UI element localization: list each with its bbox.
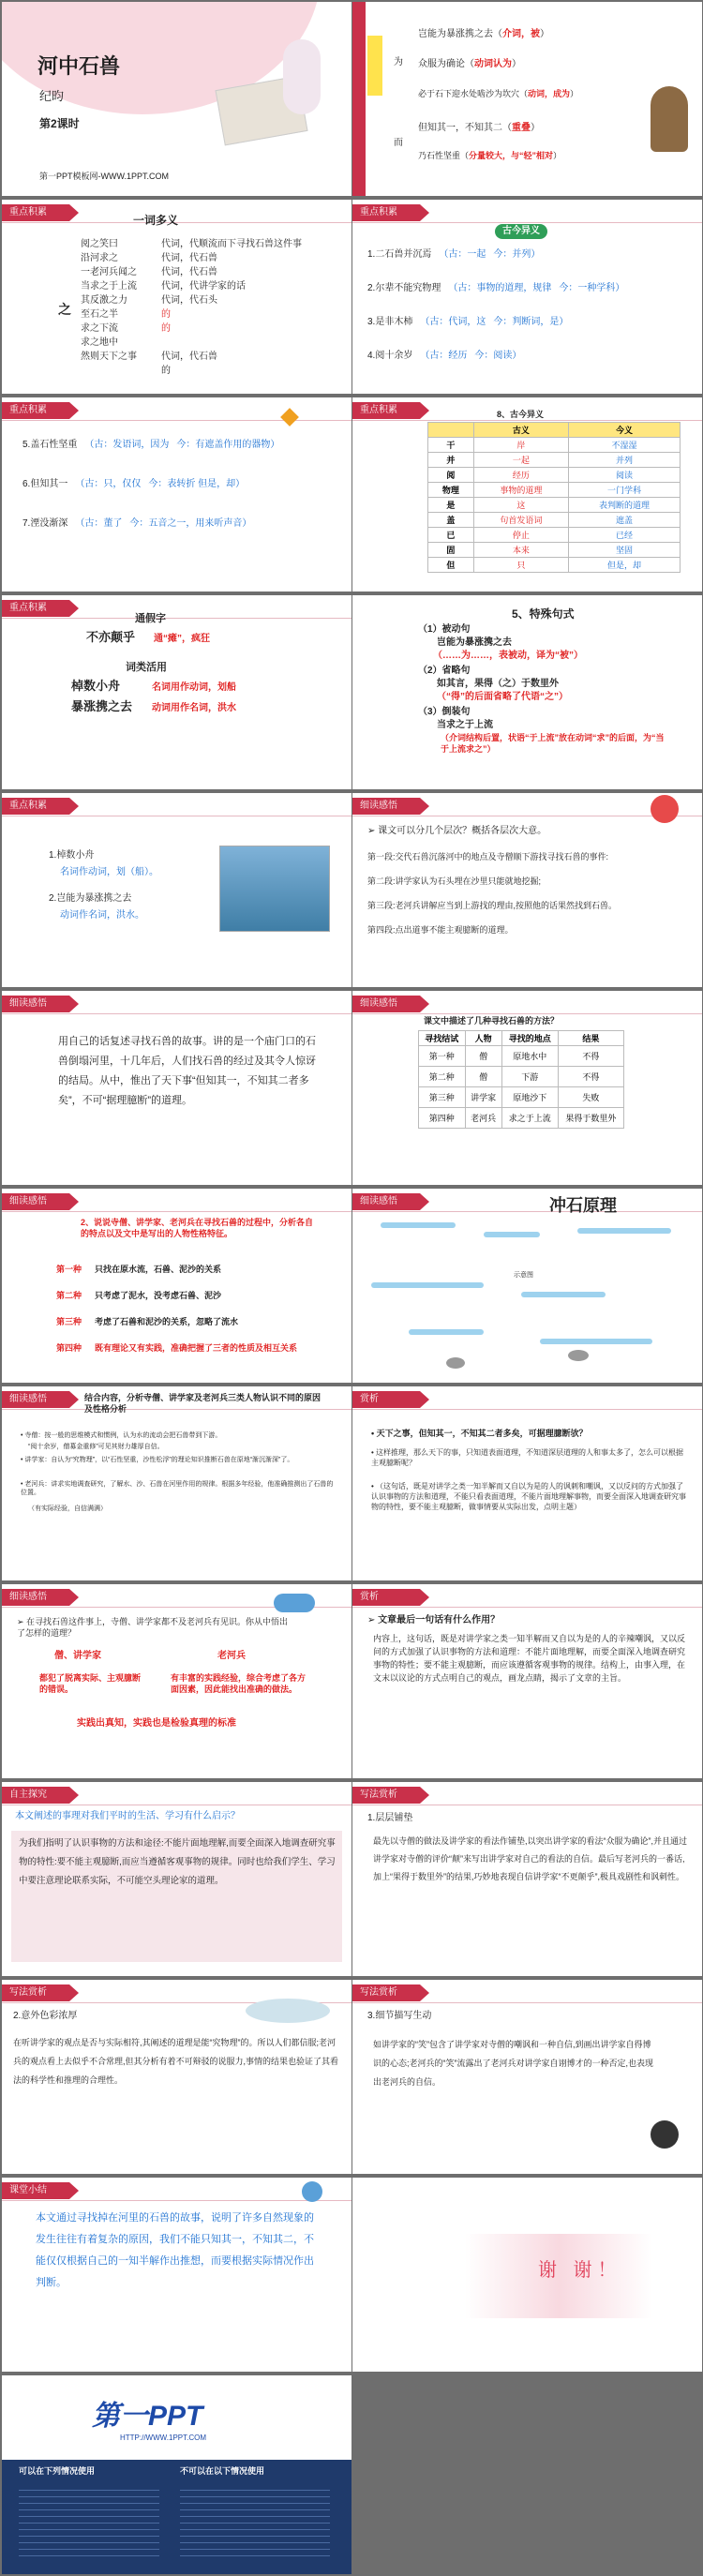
scholar-figure <box>651 86 688 152</box>
divider <box>352 1211 702 1212</box>
section-heading: 古今异义 <box>495 224 547 239</box>
commentary: • （这句话，既是对讲学之类一知半解而又自以为是的人的讽刺和嘲讽，又以反问的方式加强了认识事物的方法和道理，不能只看表面道理，不能片面地理解事物，而要全面深入地调查研究事物的特性，要不能主观臆断，做事情要从实际出发，点明主题） <box>371 1482 686 1511</box>
table-header: 人物 <box>465 1031 501 1046</box>
zhi-meaning: 代词，代顺流而下寻找石兽这件事 <box>161 239 302 249</box>
bird-icon <box>280 408 299 427</box>
usage-item-1: 1.棹数小舟 <box>49 850 95 861</box>
row <box>22 439 279 478</box>
table-cell: 干 <box>428 438 474 453</box>
row-ancient: （古：事物的道理，规律 <box>448 283 552 293</box>
wave-7 <box>540 1339 652 1344</box>
highlight-box <box>367 36 382 96</box>
tongjia-heading: 通假字 <box>135 613 166 624</box>
wave-3 <box>577 1228 671 1234</box>
zhi-meaning: 代词，代石兽 <box>161 352 217 362</box>
slide-methods-table[interactable] <box>352 991 702 1185</box>
methods-table <box>418 1030 624 1129</box>
section-tag: 细读感悟 <box>2 1193 69 1210</box>
point-text: 如讲学家的“笑”包含了讲学家对寺僧的嘲讽和一种自信,到画出讲学家自得博识的心态;老河兵的“笑”流露出了老河兵对讲学家自诩博才的一种否定,也表现出老河兵的自信。 <box>373 2040 653 2087</box>
author: 纪昀 <box>39 89 65 103</box>
zhi-char: 之 <box>58 302 71 317</box>
section-heading: 5、特殊句式 <box>512 607 575 621</box>
table-cell: 已 <box>428 528 474 543</box>
wei-char: 为 <box>394 57 403 67</box>
inversion-example: 当求之于上流 <box>437 720 493 730</box>
section-tag: 写法赏析 <box>352 1984 420 2001</box>
method-desc: 既有理论又有实践，准确把握了三者的性质及相互关系 <box>95 1343 298 1353</box>
lesson-number: 第2课时 <box>39 117 80 130</box>
slide-structure[interactable] <box>352 793 702 987</box>
para-1: 第一段:交代石兽沉落河中的地点及寺僧顺下游找寻找石兽的事件: <box>367 852 609 861</box>
section-tag: 细读感悟 <box>352 1193 420 1210</box>
slide-appreciation[interactable] <box>352 1386 702 1580</box>
boat-image <box>219 846 330 932</box>
divider <box>2 618 352 619</box>
zhi-meaning <box>161 336 302 350</box>
slide-diagram[interactable] <box>352 1189 702 1383</box>
method-desc: 考虑了石兽和泥沙的关系，忽略了流水 <box>95 1317 239 1326</box>
slide-last-sentence[interactable] <box>352 1584 702 1778</box>
left-group: 僧、讲学家 <box>54 1651 101 1661</box>
table-cell: 老河兵 <box>465 1108 501 1129</box>
method-label: 第四种 <box>56 1343 82 1353</box>
section-tag: 写法赏析 <box>2 1984 69 2001</box>
wave-1 <box>381 1222 456 1228</box>
table-cell: 是 <box>428 498 474 513</box>
bird-icon <box>302 2181 322 2202</box>
wave-4 <box>371 1282 484 1288</box>
slide-summary[interactable] <box>2 2178 352 2372</box>
section-tag: 写法赏析 <box>352 1787 420 1804</box>
table-cell: 但 <box>428 558 474 573</box>
method-label: 第一种 <box>56 1265 82 1274</box>
section-heading: 一词多义 <box>133 214 179 227</box>
row <box>367 282 624 316</box>
table-cell: 事物的道理 <box>473 483 568 498</box>
point-heading: 2.意外色彩浓厚 <box>13 2011 78 2021</box>
zhi-line: 一老河兵闻之 <box>81 267 137 277</box>
usage-item-2: 2.岂能为暴涨携之去 <box>49 893 132 904</box>
section-tag: 细读感悟 <box>2 996 69 1012</box>
zhi-meaning: 的 <box>161 309 171 320</box>
method-desc: 只找在原水流，石兽、泥沙的关系 <box>95 1265 222 1274</box>
question: ➢ 在寻找石兽这件事上，寺僧、讲学家都不及老河兵有见识。你从中悟出了怎样的道理？ <box>17 1617 289 1639</box>
section-tag: 细读感悟 <box>2 1589 69 1606</box>
method-label: 第二种 <box>56 1291 82 1300</box>
inversion-note: （介词结构后置，状语“于上流”放在动词“求”的后面，为“当于上流求之”） <box>441 733 665 755</box>
zhi-line: 当求之于上流 <box>81 281 137 292</box>
row-item: 7.湮没渐深 <box>22 518 68 529</box>
table-cell: 坚固 <box>569 543 681 558</box>
zhi-line: 然则天下之事 <box>81 352 137 362</box>
para-4: 第四段:点出道事不能主观臆断的道理。 <box>367 925 514 935</box>
table-header <box>428 423 474 438</box>
table-cell: 并列 <box>569 453 681 468</box>
right-group: 老河兵 <box>217 1651 246 1661</box>
slide-characters[interactable] <box>2 1189 352 1383</box>
side-bar <box>352 2 366 196</box>
row-modern: 今：表转折 但是，却） <box>148 479 246 489</box>
table-cell: 僧 <box>465 1046 501 1067</box>
flower-image <box>283 39 321 114</box>
tongjia-note: 通“瘫”，疯狂 <box>154 634 210 644</box>
section-tag: 重点积累 <box>2 600 69 617</box>
passive-label: （1）被动句 <box>418 624 471 635</box>
slide-ancient-modern-table[interactable] <box>352 397 702 592</box>
er-char: 而 <box>394 138 403 148</box>
table-cell: 讲学家 <box>465 1087 501 1108</box>
slide-credits[interactable] <box>2 2375 352 2574</box>
divider <box>2 2200 352 2201</box>
section-tag: 细读感悟 <box>352 996 420 1012</box>
method-label: 第三种 <box>56 1317 82 1326</box>
site-label: 第一PPT模板网-WWW.1PPT.COM <box>39 172 169 181</box>
zhi-meaning: 的 <box>161 323 171 334</box>
divider <box>352 1013 702 1014</box>
right-list <box>180 2484 330 2559</box>
table-cell: 句首发语词 <box>473 513 568 528</box>
table-cell: 原地水中 <box>501 1046 558 1067</box>
table-title: 课文中描述了几种寻找石兽的方法？ <box>424 1016 560 1026</box>
site-url: HTTP://WWW.1PPT.COM <box>120 2434 206 2442</box>
table-cell: 原地沙下 <box>501 1087 558 1108</box>
row-modern: 今：五音之一，用来听声音） <box>129 518 252 529</box>
diagram-title: 冲石原理 <box>549 1196 617 1215</box>
zhi-line: 阅之笑曰 <box>81 239 118 249</box>
bullet-4: • 老河兵：讲求实地调查研究，了解水、沙、石兽在河里作用的规律。根据多年经验，他准确推测出了石兽的位置。 <box>21 1481 334 1497</box>
rows <box>22 439 279 557</box>
passive-note: （……为……，表被动，译为“被”） <box>433 651 583 661</box>
divider <box>352 222 702 223</box>
table-cell: 固 <box>428 543 474 558</box>
table-cell: 经历 <box>473 468 568 483</box>
table-cell: 阅读 <box>569 468 681 483</box>
table-header: 寻找的地点 <box>501 1031 558 1046</box>
answer: 内容上，这句话，既是对讲学家之类一知半解而又自以为是的人的辛辣嘲讽，又以反问的方式加强了认识事物的方法和道理：不能片面地理解，而要全面深入地调查研究事物的特性；要不能主观臆断，而应该遵循客观事物的规律。结构上，由事入理，在文末以议论的方式点明自己的观点，画龙点睛，揭示了文章的主旨。 <box>373 1634 686 1683</box>
bird-icon <box>274 1594 315 1612</box>
slide-tongjia[interactable] <box>2 595 352 789</box>
question: ➢ 文章最后一句话有什么作用？ <box>367 1615 501 1625</box>
table-header: 寻找结试 <box>419 1031 466 1046</box>
rows <box>367 248 624 383</box>
zhi-meaning: 的 <box>161 366 171 376</box>
section-tag: 细读感悟 <box>352 798 420 815</box>
para-2: 第二段:讲学家认为石头埋在沙里只能就地挖掘; <box>367 876 542 886</box>
table-cell: 果得于数里外 <box>558 1108 623 1129</box>
table-cell: 但是，却 <box>569 558 681 573</box>
slide-ancient-modern-1[interactable] <box>352 200 702 394</box>
slide-polysemy[interactable] <box>2 200 352 394</box>
wave-6 <box>409 1329 484 1335</box>
zhi-meaning: 代词，代石兽 <box>161 253 217 263</box>
table-cell: 第二种 <box>419 1067 466 1087</box>
retell-text: 用自己的话复述寻找石兽的故事。讲的是一个庙门口的石兽倒塌河里，十几年后，人们找石兽的经过及其令人惊讶的结局。从中，惟出了天下事“但知其一，不知其二者多矣”，不可“据理臆断”的道理。 <box>58 1036 316 1106</box>
zhi-line: 至石之半 <box>81 309 118 320</box>
er-line-d: 但知其一，不知其二（重叠） <box>418 123 540 133</box>
left-list <box>19 2484 159 2559</box>
zhi-meaning: 代词，代讲学家的话 <box>161 281 246 292</box>
table-cell: 物理 <box>428 483 474 498</box>
row-item: 4.阅十余岁 <box>367 351 413 361</box>
row-ancient: （古：发语词，因为 <box>84 440 170 450</box>
row-modern: 今：有遮盖作用的器物） <box>176 440 280 450</box>
row-item: 6.但知其一 <box>22 479 68 489</box>
table-cell: 第三种 <box>419 1087 466 1108</box>
slide-word-usage[interactable] <box>2 793 352 987</box>
slide-retell[interactable] <box>2 991 352 1185</box>
point-text: 最先以寺僧的做法及讲学家的看法作铺垫,以突出讲学家的看法“众服为确论”,并且通过讲学家对寺僧的评价“颠”来写出讲学家对自己的看法的自信。最后写老河兵的一番话,加上“果得于数里外”的结果,巧妙地表现自信讲学家“不更颠乎”,极具戏剧性和讽刺性。 <box>373 1836 687 1881</box>
inversion-label: （3）倒装句 <box>418 707 471 717</box>
answer: 为我们指明了认识事物的方法和途径:不能片面地理解,而要全面深入地调查研究事物的特性:要不能主观臆断,而应当遵循客观事物的规律。同时也给我们学生、学习中要注意理论联系实际，不可能空头理论家的道理。 <box>19 1838 336 1886</box>
section-tag: 赏析 <box>352 1589 420 1606</box>
section-tag: 赏析 <box>352 1391 420 1408</box>
method-row <box>56 1290 301 1316</box>
table-cell: 只 <box>473 558 568 573</box>
divider <box>352 420 702 421</box>
site-logo: 第一PPT <box>92 2401 203 2432</box>
section-tag: 重点积累 <box>2 402 69 419</box>
row-ancient: （古：一起 <box>439 249 486 260</box>
section-tag: 重点积累 <box>352 204 420 221</box>
row-ancient: （古：只，仅仅 <box>75 479 142 489</box>
slide-writing-2[interactable] <box>2 1980 352 2174</box>
zhi-lines <box>81 237 137 364</box>
row-modern: 今：一种学科） <box>559 283 625 293</box>
wave-2 <box>484 1232 540 1237</box>
method-desc: 只考虑了泥水，没考虑石兽、泥沙 <box>95 1291 222 1300</box>
wei-line-b: 众服为确论（动词认为） <box>418 59 521 69</box>
method-row <box>56 1316 301 1342</box>
ink-decoration <box>651 2120 679 2149</box>
row-ancient: （古：代词，这 <box>420 317 486 327</box>
ancient-modern-table <box>427 422 681 573</box>
divider <box>2 1013 352 1014</box>
bullet-3: • 讲学家：自认为“究物理”，以“石性坚重，沙性松浮”的理论知识推断石兽在原地“渐沉渐深”了。 <box>21 1457 294 1463</box>
conclusion: 实践出真知，实践也是检验真理的标准 <box>77 1718 236 1729</box>
point-heading: 3.细节描写生动 <box>367 2011 432 2021</box>
row-modern: 今：判断词，是） <box>493 317 569 327</box>
section-tag: 重点积累 <box>2 204 69 221</box>
table-cell: 第四种 <box>419 1108 466 1129</box>
table-cell: 已经 <box>569 528 681 543</box>
row-modern: 今：阅读） <box>474 351 522 361</box>
section-tag: 重点积累 <box>352 402 420 419</box>
mountain-image <box>246 1999 330 2023</box>
huoyong-note-2: 动词用作名词，洪水 <box>152 703 236 713</box>
table-header: 今义 <box>569 423 681 438</box>
table-cell: 不得 <box>558 1046 623 1067</box>
section-tag: 自主探究 <box>2 1787 69 1804</box>
question: 本文阐述的事理对我们平时的生活、学习有什么启示？ <box>15 1811 240 1821</box>
summary-text: 本文通过寻找掉在河里的石兽的故事，说明了许多自然现象的发生往往有着复杂的原因，我们不能只知其一，不知其二，不能仅仅根据自己的一知半解作出推想，而要根据实际情况作出判断。 <box>36 2212 314 2289</box>
row-ancient: （古：经历 <box>420 351 468 361</box>
row <box>367 350 624 383</box>
ellipsis-example: 如其言，果得（之）于数里外 <box>437 679 559 689</box>
zhi-meanings <box>161 237 302 378</box>
ellipsis-note: （“得”的后面省略了代语“之”） <box>437 692 568 702</box>
passive-example: 岂能为暴涨携之去 <box>437 637 512 648</box>
slide-sentence-patterns[interactable] <box>352 595 702 789</box>
lesson-title: 河中石兽 <box>37 54 121 78</box>
table-cell: 一起 <box>473 453 568 468</box>
table-cell: 本来 <box>473 543 568 558</box>
table-cell: 遮盖 <box>569 513 681 528</box>
table-cell: 岸 <box>473 438 568 453</box>
key-sentence: • 天下之事，但知其一，不知其二者多矣，可据理臆断欤？ <box>371 1429 588 1438</box>
section-heading: 2、说说寺僧、讲学家、老河兵在寻找石兽的过程中，分析各自的特点以及文中是写出的人物性格特征。 <box>81 1218 314 1239</box>
table-cell: 盖 <box>428 513 474 528</box>
table-cell: 不得 <box>558 1067 623 1087</box>
row-item: 1.二石兽并沉焉 <box>367 249 432 260</box>
section-tag: 重点积累 <box>2 798 69 815</box>
row <box>22 478 279 517</box>
wei-line-a: 岂能为暴涨携之去（介词，被） <box>418 29 549 39</box>
er-line-e: 乃石性坚重（分量较大，与“轻”相对） <box>418 151 562 160</box>
slide-analysis[interactable] <box>2 1386 352 1580</box>
right-desc: 有丰富的实践经验，综合考虑了各方面因素，因此能找出准确的做法。 <box>171 1673 307 1695</box>
zhi-line: 求之下流 <box>81 323 118 334</box>
huoyong-line-2: 暴涨携之去 <box>71 699 133 713</box>
left-title: 可以在下列情况使用 <box>19 2466 96 2476</box>
table-cell: 阅 <box>428 468 474 483</box>
stone-1 <box>446 1357 465 1369</box>
tongjia-line: 不亦颠乎 <box>86 630 136 644</box>
slide-ancient-modern-2[interactable] <box>2 397 352 592</box>
table-cell: 这 <box>473 498 568 513</box>
zhi-line: 求之地中 <box>81 337 118 348</box>
rows <box>56 1264 301 1369</box>
table-cell: 第一种 <box>419 1046 466 1067</box>
question: ➢ 课文可以分几个层次？概括各层次大意。 <box>367 826 547 836</box>
usage-note-2: 动词作名词，洪水。 <box>60 910 144 921</box>
table-title: 8、古今异义 <box>497 410 545 419</box>
row-modern: 今：并列） <box>493 249 541 260</box>
method-row <box>56 1342 301 1369</box>
point-text: 在听讲学家的观点是否与实际相符,其阐述的道理是能“究物理”的。所以人们都信服;老河兵的观点看上去似乎不合常理,但其分析有着不可辩驳的说服力,事情的结果也验证了其看法的科学性和推理的合理性。 <box>13 2038 339 2085</box>
row <box>367 316 624 350</box>
slide-writing-3[interactable] <box>352 1980 702 2174</box>
slide-lesson[interactable] <box>2 1584 352 1778</box>
row-item: 5.盖石性坚重 <box>22 440 78 450</box>
row <box>22 517 279 557</box>
slide-title[interactable] <box>2 2 352 196</box>
table-cell: 求之于上流 <box>501 1108 558 1129</box>
table-cell: 并 <box>428 453 474 468</box>
divider <box>352 1409 702 1410</box>
wave-5 <box>521 1292 606 1297</box>
table-header: 结果 <box>558 1031 623 1046</box>
table-cell: 一门学科 <box>569 483 681 498</box>
zhi-meaning: 代词，代石头 <box>161 295 217 306</box>
bullet-1: • 寺僧：按一般的思维模式和惯例，认为水的流动会把石兽带到下游。 <box>21 1432 222 1439</box>
translation: • 这样推理，那么天下的事，只知道表面道理，不知道深层道理的人和事太多了，怎么可以根据主观臆断呢？ <box>371 1448 684 1467</box>
point-heading: 1.层层铺垫 <box>367 1813 413 1823</box>
row <box>367 248 624 282</box>
bullet-2: “阅十余岁，僧募金重修”可见其财力雄厚自信。 <box>28 1444 164 1450</box>
divider <box>352 1607 702 1608</box>
section-heading: 结合内容，分析寺僧、讲学家及老河兵三类人物认识不同的原因及性格分析 <box>84 1393 322 1415</box>
table-cell: 不湿湿 <box>569 438 681 453</box>
table-cell: 僧 <box>465 1067 501 1087</box>
huoyong-heading: 词类活用 <box>126 662 167 673</box>
left-desc: 都犯了脱离实际、主观臆断的错误。 <box>39 1673 142 1695</box>
zhi-meaning: 代词，代石兽 <box>161 267 217 277</box>
slide-writing-1[interactable] <box>352 1782 702 1976</box>
row-ancient: （古：董了 <box>75 518 123 529</box>
huoyong-note-1: 名词用作动词，划船 <box>152 682 236 693</box>
zhi-line: 其反激之力 <box>81 295 127 306</box>
table-header: 古义 <box>473 423 568 438</box>
section-tag: 课堂小结 <box>2 2182 69 2199</box>
para-3: 第三段:老河兵讲解应当到上游找的理由,按照他的话果然找到石兽。 <box>367 901 618 910</box>
diagram-label: 示意图 <box>514 1272 533 1279</box>
slide-word-meanings[interactable] <box>352 2 702 196</box>
bullet-5: （有实际经验，自信满满） <box>28 1505 107 1512</box>
thanks-text: 谢 谢！ <box>538 2260 622 2281</box>
usage-note-1: 名词作动词，划（船）。 <box>60 867 158 877</box>
row-item: 3.是非木柿 <box>367 317 413 327</box>
ellipsis-label: （2）省略句 <box>418 666 471 676</box>
table-cell: 停止 <box>473 528 568 543</box>
wei-line-c: 必于石下迎水处啮沙为坎穴（动词，成为） <box>418 89 579 98</box>
zhi-line: 沿河求之 <box>81 253 118 263</box>
table-cell: 失败 <box>558 1087 623 1108</box>
method-row <box>56 1264 301 1290</box>
right-title: 不可以在以下情况使用 <box>180 2466 265 2476</box>
huoyong-line-1: 棹数小舟 <box>71 679 121 693</box>
row-item: 2.尔辈不能究物理 <box>367 283 441 293</box>
divider <box>2 1211 352 1212</box>
section-tag: 细读感悟 <box>2 1391 69 1408</box>
table-cell: 下游 <box>501 1067 558 1087</box>
sun-icon <box>651 795 679 823</box>
table-cell: 表判断的道理 <box>569 498 681 513</box>
slide-thanks[interactable] <box>352 2178 702 2372</box>
divider <box>352 2002 702 2003</box>
slide-inquiry[interactable] <box>2 1782 352 1976</box>
divider <box>2 420 352 421</box>
stone-2 <box>568 1350 589 1361</box>
